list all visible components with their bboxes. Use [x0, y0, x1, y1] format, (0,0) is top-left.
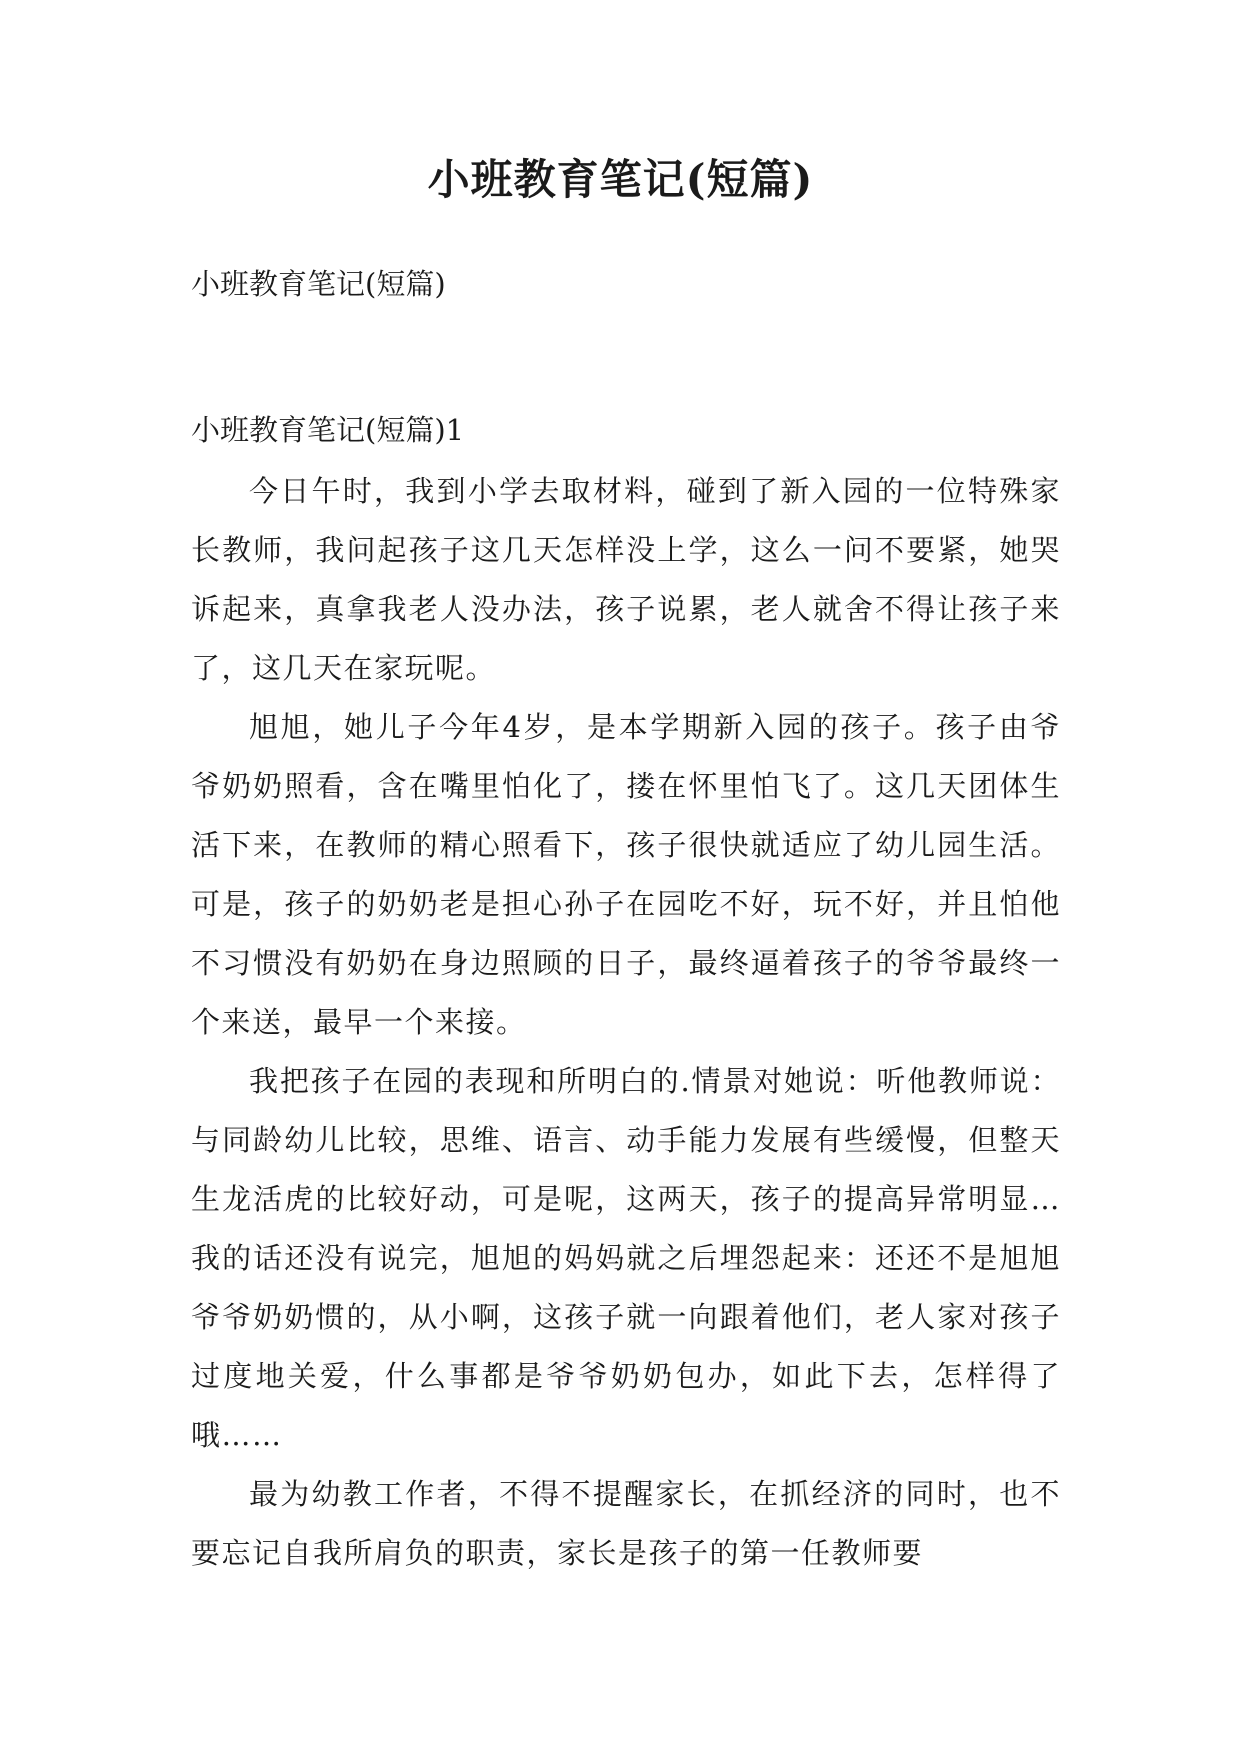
document-subtitle: 小班教育笔记(短篇) — [191, 267, 446, 301]
section-heading: 小班教育笔记(短篇)1 — [191, 413, 465, 447]
paragraph-4: 最为幼教工作者，不得不提醒家长，在抓经济的同时，也不要忘记自我所肩负的职责，家长是孩子的第一任教师要 — [191, 1477, 1061, 1570]
paragraph-3: 我把孩子在园的表现和所明白的.情景对她说：听他教师说：与同龄幼儿比较，思维、语言、动手能力发展有些缓慢，但整天生龙活虎的比较好动，可是呢，这两天，孩子的提高异常明显…我的话还没有说完，旭旭的妈妈就之后埋怨起来：还还不是旭旭爷爷奶奶惯的，从小啊，这孩子就一向跟着他们，老人家对孩子过度地关爱，什么事都是爷爷奶奶包办，如此下去，怎样得了哦…… — [191, 1064, 1061, 1452]
paragraph-1: 今日午时，我到小学去取材料，碰到了新入园的一位特殊家长教师，我问起孩子这几天怎样没上学，这么一问不要紧，她哭诉起来，真拿我老人没办法，孩子说累，老人就舍不得让孩子来了，这几天在家玩呢。 — [191, 474, 1061, 685]
document-body — [191, 462, 1061, 1583]
paragraph-2: 旭旭，她儿子今年4岁，是本学期新入园的孩子。孩子由爷爷奶奶照看，含在嘴里怕化了，搂在怀里怕飞了。这几天团体生活下来，在教师的精心照看下，孩子很快就适应了幼儿园生活。可是，孩子的奶奶老是担心孙子在园吃不好，玩不好，并且怕他不习惯没有奶奶在身边照顾的日子，最终逼着孩子的爷爷最终一个来送，最早一个来接。 — [191, 710, 1061, 1039]
document-title: 小班教育笔记(短篇) — [427, 155, 814, 204]
